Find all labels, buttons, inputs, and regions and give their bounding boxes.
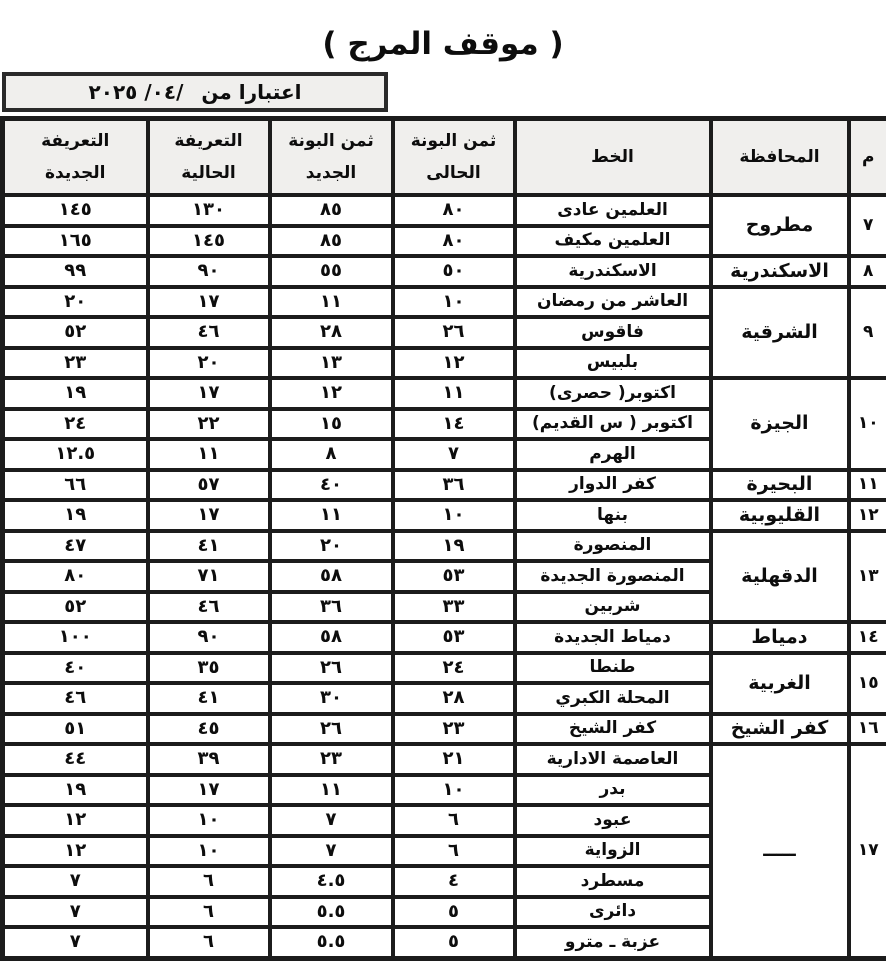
coupon-new-cell: ٥٨ [270,561,393,592]
governorate-cell: الشرقية [711,287,849,379]
tariff-new-cell: ٩٩ [3,256,148,287]
tariff-current-cell: ١٧ [148,378,270,409]
serial-column-header [849,119,886,196]
line-cell: كفر الدوار [515,470,711,501]
line-header-label: الخط [591,146,634,167]
coupon-current-cell: ١٠ [393,287,515,318]
coupon-new-cell: ١٣ [270,348,393,379]
coupon-new-cell: ٥٨ [270,622,393,653]
tariff-new-cell: ١٢ [3,836,148,867]
line-cell: العلمين عادى [515,195,711,226]
table-row [3,622,886,653]
tariff-new-cell: ٧ [3,897,148,928]
tariff-new-cell: ٨٠ [3,561,148,592]
coupon-current-cell: ٤ [393,866,515,897]
effective-date-box [2,72,388,112]
governorate-cell: الاسكندرية [711,256,849,287]
tariff-new-cell: ١٩ [3,378,148,409]
tariff-current-cell: ٤٦ [148,317,270,348]
tariff-current-cell: ٤٦ [148,592,270,623]
tariff-current-cell: ١٤٥ [148,226,270,257]
tariff-new-cell: ١٤٥ [3,195,148,226]
coupon-current-header-line1: ثمن البونة [410,130,497,151]
tariff-new-cell: ٤٦ [3,683,148,714]
coupon-current-cell: ٥ [393,897,515,928]
line-cell: شربين [515,592,711,623]
coupon-new-cell: ١١ [270,287,393,318]
coupon-new-cell: ٢٨ [270,317,393,348]
line-cell: العاصمة الادارية [515,744,711,775]
governorate-header-label: المحافظة [739,146,820,167]
tariff-new-cell: ٥٢ [3,317,148,348]
line-cell: الاسكندرية [515,256,711,287]
tariff-new-cell: ٦٦ [3,470,148,501]
tariff-new-cell: ٤٤ [3,744,148,775]
line-cell: اكتوبر( حصرى) [515,378,711,409]
serial-cell: ١٦ [849,714,886,745]
tariff-current-cell: ٤١ [148,531,270,562]
tariff-current-cell: ١٧ [148,287,270,318]
coupon-new-cell: ١١ [270,775,393,806]
serial-cell: ١٠ [849,378,886,470]
coupon-new-cell: ٣٠ [270,683,393,714]
coupon-current-column-header [393,119,515,196]
line-cell: الزواية [515,836,711,867]
coupon-current-cell: ٢٤ [393,653,515,684]
line-cell: مسطرد [515,866,711,897]
table-row [3,195,886,226]
tariff-current-column-header [148,119,270,196]
coupon-current-cell: ٧ [393,439,515,470]
table-row [3,653,886,684]
tariff-new-cell: ٢٣ [3,348,148,379]
tariff-new-cell: ٢٠ [3,287,148,318]
coupon-new-cell: ١٥ [270,409,393,440]
coupon-new-cell: ٥.٥ [270,927,393,958]
line-cell: الهرم [515,439,711,470]
line-cell: دمياط الجديدة [515,622,711,653]
tariff-current-cell: ٩٠ [148,622,270,653]
table-row [3,256,886,287]
effective-date-label: اعتبارا من [201,80,302,104]
tariff-current-cell: ١٠ [148,836,270,867]
coupon-current-cell: ٣٣ [393,592,515,623]
line-cell: العلمين مكيف [515,226,711,257]
tariff-current-cell: ١٣٠ [148,195,270,226]
coupon-new-cell: ٢٣ [270,744,393,775]
tariff-new-cell: ٤٧ [3,531,148,562]
coupon-current-header-line2: الحالى [426,163,481,183]
coupon-current-cell: ١٤ [393,409,515,440]
governorate-cell: ـــــ [711,744,849,958]
serial-cell: ٨ [849,256,886,287]
coupon-new-cell: ٤.٥ [270,866,393,897]
governorate-cell: القليوبية [711,500,849,531]
tariff-new-cell: ١٠٠ [3,622,148,653]
coupon-new-cell: ١٢ [270,378,393,409]
tariff-table [0,116,886,961]
tariff-current-cell: ٦ [148,866,270,897]
coupon-current-cell: ٦ [393,805,515,836]
line-cell: بلبيس [515,348,711,379]
tariff-new-cell: ٥٢ [3,592,148,623]
tariff-current-cell: ٤١ [148,683,270,714]
tariff-new-cell: ١٩ [3,775,148,806]
page-title: ( موقف المرج ) [322,26,564,62]
table-row [3,287,886,318]
tariff-new-column-header [3,119,148,196]
table-row [3,500,886,531]
coupon-new-cell: ٨٥ [270,226,393,257]
tariff-table-body [3,195,886,958]
coupon-new-cell: ٤٠ [270,470,393,501]
coupon-new-cell: ٥٥ [270,256,393,287]
governorate-cell: مطروح [711,195,849,256]
line-cell: كفر الشيخ [515,714,711,745]
coupon-current-cell: ١٩ [393,531,515,562]
coupon-new-header-line1: ثمن البونة [288,130,374,151]
governorate-cell: البحيرة [711,470,849,501]
serial-cell: ١٣ [849,531,886,623]
tariff-current-cell: ٧١ [148,561,270,592]
tariff-new-cell: ٤٠ [3,653,148,684]
coupon-new-cell: ٢٦ [270,714,393,745]
table-row [3,531,886,562]
tariff-table-header [3,119,886,196]
coupon-new-column-header [270,119,393,196]
coupon-current-cell: ٣٦ [393,470,515,501]
tariff-current-cell: ٢٢ [148,409,270,440]
line-cell: اكتوبر ( س القديم) [515,409,711,440]
line-column-header [515,119,711,196]
serial-cell: ٧ [849,195,886,256]
line-cell: عزبة ـ مترو [515,927,711,958]
tariff-current-cell: ٤٥ [148,714,270,745]
governorate-cell: الغربية [711,653,849,714]
coupon-current-cell: ٥ [393,927,515,958]
coupon-current-cell: ٢٣ [393,714,515,745]
tariff-current-cell: ٢٠ [148,348,270,379]
serial-cell: ١٢ [849,500,886,531]
coupon-current-cell: ١٢ [393,348,515,379]
table-row [3,378,886,409]
tariff-new-cell: ٧ [3,866,148,897]
coupon-current-cell: ٦ [393,836,515,867]
coupon-new-cell: ١١ [270,500,393,531]
tariff-current-cell: ١٧ [148,500,270,531]
coupon-new-cell: ٨٥ [270,195,393,226]
serial-cell: ١٧ [849,744,886,958]
governorate-cell: دمياط [711,622,849,653]
coupon-new-cell: ٢٦ [270,653,393,684]
tariff-current-cell: ٦ [148,927,270,958]
coupon-current-cell: ٨٠ [393,195,515,226]
tariff-new-cell: ١٢.٥ [3,439,148,470]
table-row [3,470,886,501]
coupon-current-cell: ٢١ [393,744,515,775]
line-cell: دائرى [515,897,711,928]
tariff-current-cell: ١٧ [148,775,270,806]
governorate-cell: الدقهلية [711,531,849,623]
serial-cell: ١٥ [849,653,886,714]
governorate-cell: كفر الشيخ [711,714,849,745]
line-cell: المحلة الكبري [515,683,711,714]
header-row [3,119,886,196]
governorate-column-header [711,119,849,196]
coupon-current-cell: ١١ [393,378,515,409]
governorate-cell: الجيزة [711,378,849,470]
coupon-current-cell: ٢٨ [393,683,515,714]
coupon-current-cell: ٢٦ [393,317,515,348]
coupon-new-cell: ٢٠ [270,531,393,562]
tariff-current-cell: ٣٩ [148,744,270,775]
serial-cell: ١١ [849,470,886,501]
tariff-new-header-label: التعريفة الجديدة [41,130,110,183]
coupon-new-cell: ٥.٥ [270,897,393,928]
line-cell: فاقوس [515,317,711,348]
line-cell: العاشر من رمضان [515,287,711,318]
coupon-new-cell: ٣٦ [270,592,393,623]
line-cell: المنصورة الجديدة [515,561,711,592]
coupon-current-cell: ٨٠ [393,226,515,257]
tariff-current-header-label: التعريفة الحالية [174,130,243,183]
effective-date-value: /٠٤/ ٢٠٢٥ [88,80,184,104]
tariff-new-cell: ١٩ [3,500,148,531]
line-cell: المنصورة [515,531,711,562]
coupon-new-cell: ٧ [270,836,393,867]
line-cell: بنها [515,500,711,531]
coupon-current-cell: ٥٣ [393,622,515,653]
table-row [3,714,886,745]
coupon-new-cell: ٧ [270,805,393,836]
tariff-new-cell: ١٦٥ [3,226,148,257]
tariff-new-cell: ٥١ [3,714,148,745]
serial-cell: ١٤ [849,622,886,653]
coupon-new-header-line2: الجديد [305,163,357,183]
tariff-current-cell: ٦ [148,897,270,928]
tariff-new-cell: ٢٤ [3,409,148,440]
table-row [3,744,886,775]
tariff-current-cell: ١١ [148,439,270,470]
coupon-new-cell: ٨ [270,439,393,470]
coupon-current-cell: ١٠ [393,500,515,531]
tariff-new-cell: ٧ [3,927,148,958]
tariff-current-cell: ٥٧ [148,470,270,501]
coupon-current-cell: ١٠ [393,775,515,806]
line-cell: طنطا [515,653,711,684]
tariff-current-cell: ١٠ [148,805,270,836]
line-cell: عبود [515,805,711,836]
coupon-current-cell: ٥٣ [393,561,515,592]
coupon-current-cell: ٥٠ [393,256,515,287]
serial-cell: ٩ [849,287,886,379]
tariff-current-cell: ٩٠ [148,256,270,287]
tariff-new-cell: ١٢ [3,805,148,836]
line-cell: بدر [515,775,711,806]
serial-header-label: م [862,146,875,167]
tariff-current-cell: ٣٥ [148,653,270,684]
